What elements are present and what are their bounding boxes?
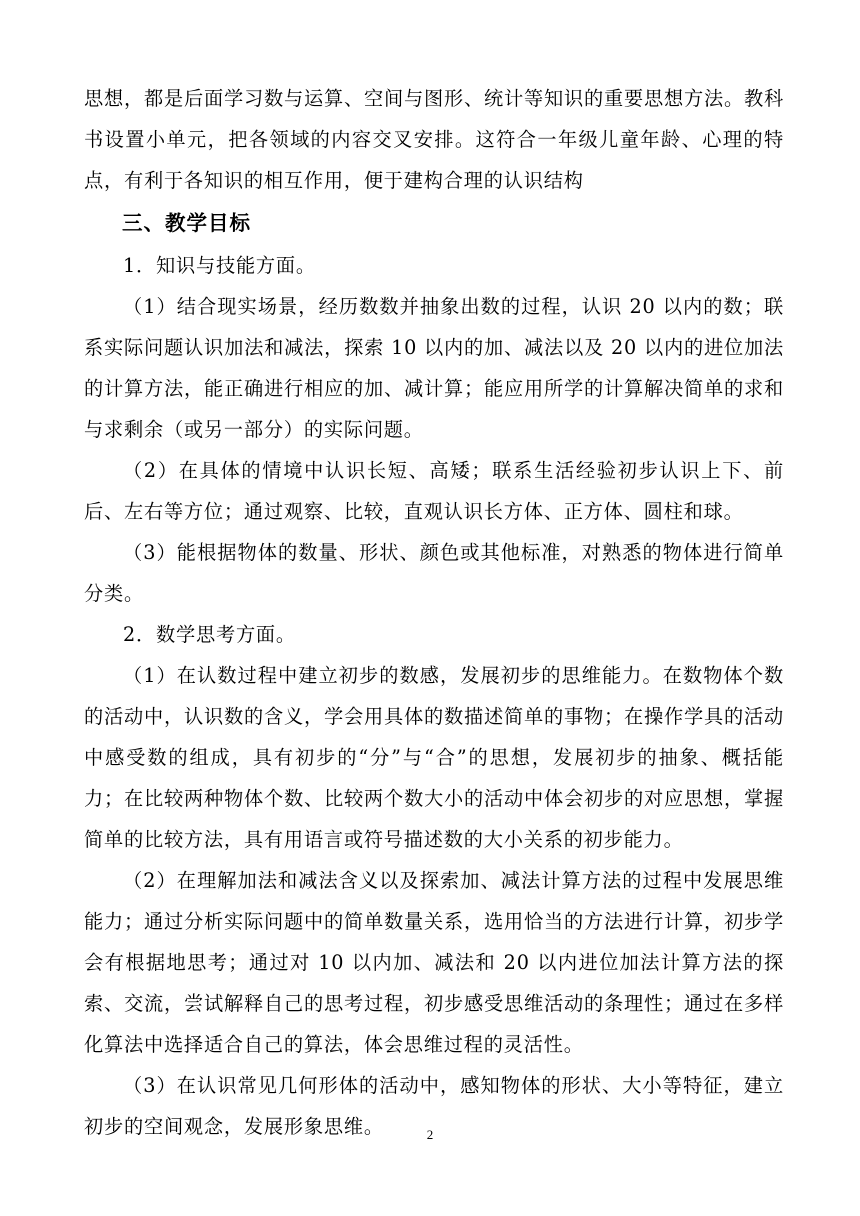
document-page: [84, 78, 784, 1147]
objective-paragraph: （3）能根据物体的数量、形状、颜色或其他标准，对熟悉的物体进行简单分类。: [84, 541, 784, 605]
section-heading: 三、教学目标: [122, 211, 251, 235]
subsection-title-math-thinking: 2．数学思考方面。: [123, 623, 296, 646]
objective-paragraph: （2）在理解加法和减法含义以及探索加、减法计算方法的过程中发展思维能力；通过分析实际问题中的简单数量关系，选用恰当的方法进行计算，初步学会有根据地思考；通过对 10 以内加、减法和 20 以内进位加法计算方法的探索、交流，尝试解释自己的思考过程，初步感受思维活动的条理性；通过在多样化算法中选择适合自己的算法，体会思维过程的灵活性。: [84, 869, 784, 1056]
page-number: 2: [426, 1127, 434, 1142]
objective-paragraph: （2）在具体的情境中认识长短、高矮；联系生活经验初步认识上下、前后、左右等方位；通过观察、比较，直观认识长方体、正方体、圆柱和球。: [84, 459, 784, 523]
objective-paragraph: （1）结合现实场景，经历数数并抽象出数的过程，认识 20 以内的数；联系实际问题认识加法和减法，探索 10 以内的加、减法以及 20 以内的进位加法的计算方法，能正确进行相应的加、减计算；能应用所学的计算解决简单的求和与求剩余（或另一部分）的实际问题。: [84, 295, 784, 441]
intro-paragraph: 思想，都是后面学习数与运算、空间与图形、统计等知识的重要思想方法。教科书设置小单元，把各领域的内容交叉安排。这符合一年级儿童年龄、心理的特点，有利于各知识的相互作用，便于建构合理的认识结构: [84, 87, 784, 192]
objective-paragraph: （1）在认数过程中建立初步的数感，发展初步的思维能力。在数物体个数的活动中，认识数的含义，学会用具体的数描述简单的事物；在操作学具的活动中感受数的组成，具有初步的“分”与“合”的思想，发展初步的抽象、概括能力；在比较两种物体个数、比较两个数大小的活动中体会初步的对应思想，掌握简单的比较方法，具有用语言或符号描述数的大小关系的初步能力。: [84, 664, 784, 851]
subsection-title-knowledge-skills: 1．知识与技能方面。: [123, 254, 316, 277]
objective-paragraph: （3）在认识常见几何形体的活动中，感知物体的形状、大小等特征，建立初步的空间观念，发展形象思维。: [84, 1074, 784, 1138]
